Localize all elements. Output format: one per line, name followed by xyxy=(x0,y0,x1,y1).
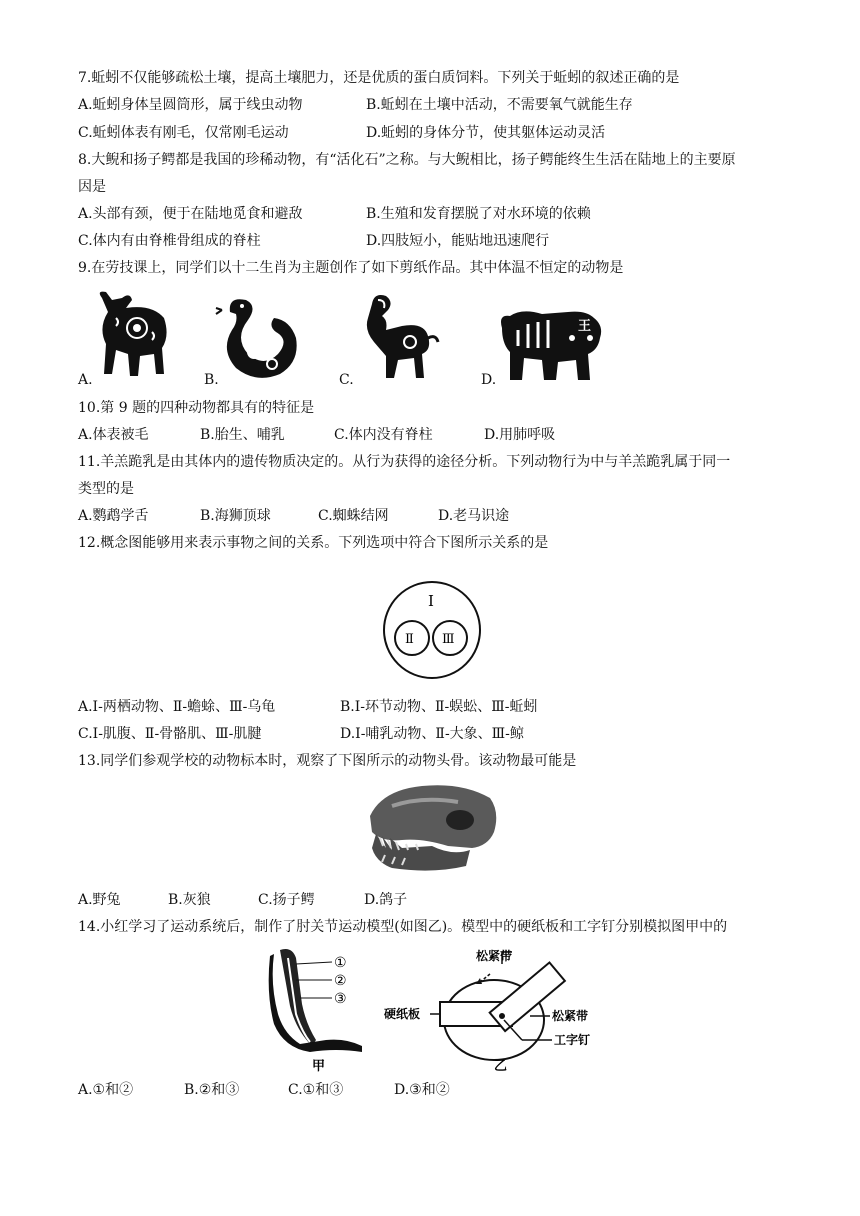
q8-option-c: C.体内有由脊椎骨组成的脊柱 xyxy=(78,233,261,249)
q10-option-d: D.用肺呼吸 xyxy=(484,427,556,443)
q8-option-d: D.四肢短小，能贴地迅速爬行 xyxy=(366,233,550,249)
q12-option-c: C.I-肌腹、Ⅱ-骨骼肌、Ⅲ-肌腱 xyxy=(78,726,262,742)
q14-option-d: D.③和② xyxy=(394,1082,450,1098)
label-pin: 工字钉 xyxy=(554,1033,591,1047)
tiger-papercut-image xyxy=(498,304,606,384)
q10-option-c: C.体内没有脊柱 xyxy=(334,427,433,443)
q14-option-a: A.①和② xyxy=(78,1082,134,1098)
arm-diagram-jia xyxy=(266,944,376,1074)
q12-option-d: D.Ⅰ-哺乳动物、Ⅱ-大象、Ⅲ-鲸 xyxy=(340,726,524,742)
q13-option-c: C.扬子鳄 xyxy=(258,892,315,908)
q14-option-c: C.①和③ xyxy=(288,1082,344,1098)
q7-option-a: A.蚯蚓身体呈圆筒形，属于线虫动物 xyxy=(78,97,303,113)
q10-stem: 10.第 9 题的四种动物都具有的特征是 xyxy=(78,400,315,416)
q13-option-b: B.灰狼 xyxy=(168,892,211,908)
label-board: 硬纸板 xyxy=(384,1007,421,1021)
q12-option-a: A.I-两栖动物、Ⅱ-蟾蜍、Ⅲ-乌龟 xyxy=(78,699,276,715)
q14-option-b: B.②和③ xyxy=(184,1082,240,1098)
concept-diagram xyxy=(380,578,484,682)
elbow-model-diagram-yi xyxy=(384,944,624,1074)
q7-option-c: C.蚯蚓体表有刚毛，仅常刚毛运动 xyxy=(78,125,289,141)
q10-option-b: B.胎生、哺乳 xyxy=(200,427,285,443)
q13-option-a: A.野兔 xyxy=(78,892,121,908)
q9-option-c: C. xyxy=(339,372,354,388)
q9-option-b: B. xyxy=(204,372,219,388)
goat-papercut-image xyxy=(358,290,440,382)
q11-option-a: A.鹦鹉学舌 xyxy=(78,508,149,524)
marker-3: ③ xyxy=(334,991,347,1007)
q14-stem: 14.小红学习了运动系统后，制作了肘关节运动模型(如图乙)。模型中的硬纸板和工字钉分别模拟图甲中的 xyxy=(78,919,728,935)
q13-option-d: D.鸽子 xyxy=(364,892,408,908)
marker-1: ① xyxy=(334,955,347,971)
label-2: Ⅱ xyxy=(405,632,414,647)
animal-skull-photo xyxy=(362,776,502,882)
caption-yi: 乙 xyxy=(494,1059,508,1074)
q7-option-d: D.蚯蚓的身体分节，使其躯体运动灵活 xyxy=(366,125,606,141)
q8-option-b: B.生殖和发育摆脱了对水环境的依赖 xyxy=(366,206,591,222)
label-band-right: 松紧带 xyxy=(552,1009,589,1023)
label-1: I xyxy=(428,592,434,610)
q11-stem-line1: 11.羊羔跪乳是由其体内的遗传物质决定的。从行为获得的途径分析。下列动物行为中与羊羔跪乳属于同一 xyxy=(78,454,731,470)
q7-stem: 7.蚯蚓不仅能够疏松土壤，提高土壤肥力，还是优质的蛋白质饲料。下列关于蚯蚓的叙述正确的是 xyxy=(78,70,680,86)
q12-stem: 12.概念图能够用来表示事物之间的关系。下列选项中符合下图所示关系的是 xyxy=(78,535,549,551)
q10-option-a: A.体表被毛 xyxy=(78,427,149,443)
q11-option-c: C.蜘蛛结网 xyxy=(318,508,389,524)
ox-papercut-image xyxy=(92,288,172,380)
q9-stem: 9.在劳技课上，同学们以十二生肖为主题创作了如下剪纸作品。其中体温不恒定的动物是 xyxy=(78,260,624,276)
marker-2: ② xyxy=(334,973,347,989)
label-band-top: 松紧带 xyxy=(476,949,513,963)
caption-jia: 甲 xyxy=(312,1059,326,1074)
pin-dot xyxy=(499,1013,505,1019)
q11-option-d: D.老马识途 xyxy=(438,508,510,524)
label-3: Ⅲ xyxy=(442,632,455,647)
snake-papercut-image xyxy=(214,292,304,384)
q12-option-b: B.I-环节动物、Ⅱ-蜈蚣、Ⅲ-蚯蚓 xyxy=(340,699,538,715)
q9-option-d: D. xyxy=(481,372,497,388)
q8-stem-line2: 因是 xyxy=(78,179,106,195)
q8-option-a: A.头部有颈，便于在陆地觅食和避敌 xyxy=(78,206,303,222)
q9-option-a: A. xyxy=(78,372,93,388)
q8-stem-line1: 8.大鲵和扬子鳄都是我国的珍稀动物，有“活化石”之称。与大鲵相比，扬子鳄能终生生活在陆地上的主要原 xyxy=(78,152,736,168)
q7-option-b: B.蚯蚓在土壤中活动，不需要氧气就能生存 xyxy=(366,97,633,113)
q13-stem: 13.同学们参观学校的动物标本时，观察了下图所示的动物头骨。该动物最可能是 xyxy=(78,753,577,769)
q11-option-b: B.海狮顶球 xyxy=(200,508,271,524)
tiger-forehead-mark: 王 xyxy=(578,319,592,334)
q11-stem-line2: 类型的是 xyxy=(78,481,134,497)
